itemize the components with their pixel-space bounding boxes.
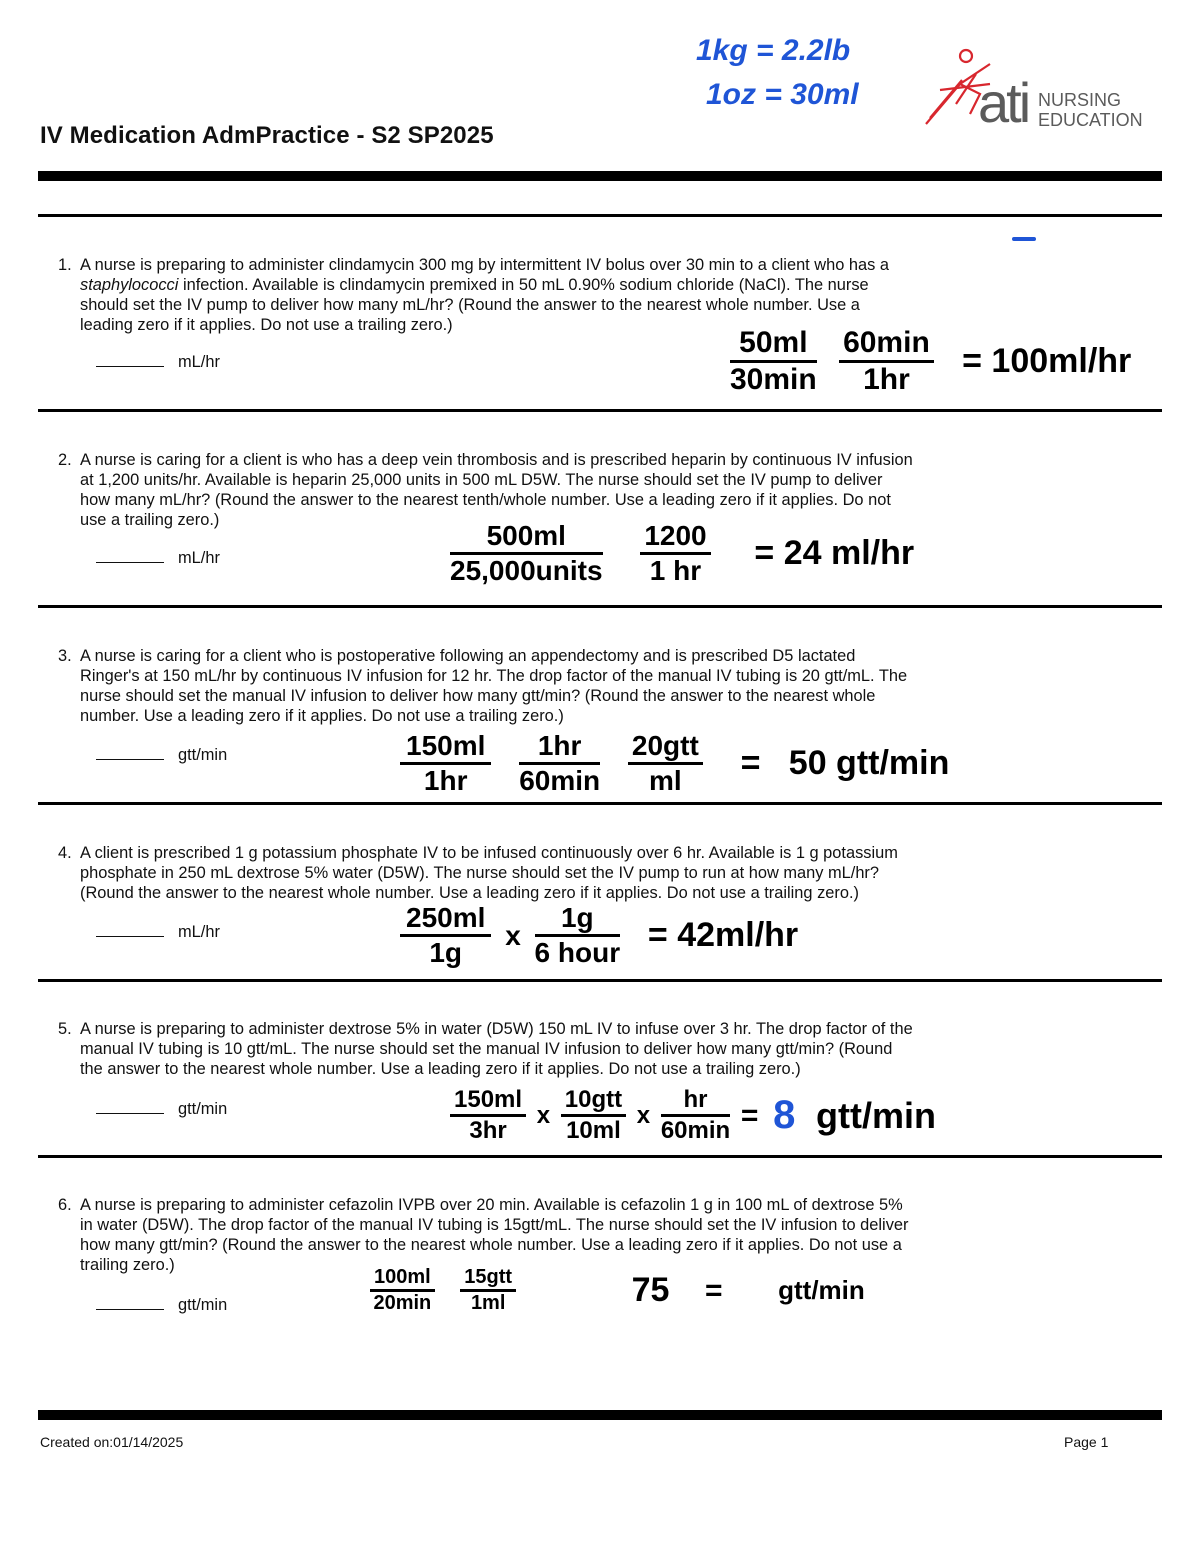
question-line: how many gtt/min? (Round the answer to the nearest whole number. Use a leading zero if it applies. Do not use a [80, 1236, 902, 1254]
question-text [80, 843, 1098, 903]
question-divider [38, 409, 1162, 412]
handwritten-work-5 [450, 1086, 936, 1145]
question-number: 1. [58, 256, 72, 274]
work-denominator: 60min [660, 1117, 731, 1144]
question-line: A nurse is caring for a client who is postoperative following an appendectomy and is prescribed D5 lactated [80, 647, 856, 665]
work-numerator: 15gtt [460, 1266, 516, 1292]
answer-field-6[interactable] [96, 1295, 227, 1315]
question-line: leading zero if it applies. Do not use a trailing zero.) [80, 316, 453, 334]
question-line: Ringer's at 150 mL/hr by continuous IV infusion for 12 hr. The drop factor of the manual IV tubing is 20 gtt/mL. The [80, 667, 908, 685]
blue-pen-mark [1012, 237, 1036, 241]
header-divider-thin [38, 214, 1162, 217]
work-denominator: 1ml [470, 1292, 506, 1314]
question-5 [58, 1019, 1098, 1079]
work-result: = 42ml/hr [647, 916, 799, 954]
work-denominator: ml [649, 765, 682, 796]
answer-unit: gtt/min [178, 746, 228, 764]
work-result: = 24 ml/hr [754, 534, 915, 572]
handwritten-note-conversion-oz: 1oz = 30ml [706, 78, 859, 111]
question-divider [38, 979, 1162, 982]
work-denominator: 1g [429, 937, 463, 968]
work-result: = 100ml/hr [962, 342, 1132, 380]
work-numerator: 10gtt [561, 1086, 626, 1117]
answer-field-2[interactable] [96, 548, 220, 568]
handwritten-work-2 [450, 520, 914, 587]
question-3 [58, 646, 1098, 726]
question-divider [38, 802, 1162, 805]
question-line: (Round the answer to the nearest whole number. Use a leading zero if it applies. Do not use a trailing zero.) [80, 884, 859, 902]
italic-term: staphylococci [80, 276, 179, 294]
footer-divider [38, 1410, 1162, 1420]
work-denominator: 1hr [423, 765, 468, 796]
work-operator: x [536, 1101, 551, 1129]
question-divider [38, 1155, 1162, 1158]
question-number: 2. [58, 451, 72, 469]
answer-blank[interactable] [96, 548, 164, 563]
question-text [80, 1019, 1098, 1079]
answer-unit: gtt/min [178, 1296, 228, 1314]
question-number: 3. [58, 647, 72, 665]
answer-blank[interactable] [96, 745, 164, 760]
work-denominator: 1 hr [649, 555, 702, 586]
work-denominator: 1hr [863, 363, 910, 396]
question-2 [58, 450, 1098, 530]
handwritten-note-conversion-kg: 1kg = 2.2lb [696, 34, 851, 67]
question-number: 6. [58, 1196, 72, 1214]
answer-blank[interactable] [96, 1295, 164, 1310]
work-answer: 8 [773, 1093, 796, 1137]
work-denominator: 30min [730, 363, 817, 396]
question-line: how many mL/hr? (Round the answer to the nearest tenth/whole number. Use a leading zero if it applies. Do not [80, 491, 891, 509]
question-number: 5. [58, 1020, 72, 1038]
question-6 [58, 1195, 1098, 1275]
question-line: should set the IV pump to deliver how many mL/hr? (Round the answer to the nearest whole number. Use a [80, 296, 860, 314]
question-line: trailing zero.) [80, 1256, 175, 1274]
handwritten-work-6 [370, 1266, 865, 1315]
question-line: use a trailing zero.) [80, 511, 220, 529]
handwritten-work-1 [730, 326, 1131, 397]
question-line: A nurse is preparing to administer cefazolin IVPB over 20 min. Available is cefazolin 1 g in 100 mL of dextrose 5% [80, 1196, 903, 1214]
work-numerator: 60min [839, 326, 934, 363]
question-line-rest: infection. Available is clindamycin premixed in 50 mL 0.90% sodium chloride (NaCl). The nurse [182, 276, 869, 294]
answer-field-3[interactable] [96, 745, 227, 765]
work-result: gtt/min [815, 1094, 936, 1136]
work-denominator: 3hr [469, 1117, 507, 1144]
work-numerator: 20gtt [628, 730, 703, 765]
logo-line1: NURSING [1038, 90, 1122, 110]
work-result: = 50 gtt/min [740, 744, 950, 782]
question-line: at 1,200 units/hr. Available is heparin 25,000 units in 500 mL D5W. The nurse should set the IV pump to deliver [80, 471, 883, 489]
question-divider [38, 605, 1162, 608]
question-line [80, 275, 1098, 295]
answer-unit: mL/hr [178, 549, 220, 567]
ati-brand: ati [978, 71, 1029, 134]
question-line: A nurse is preparing to administer dextrose 5% in water (D5W) 150 mL IV to infuse over 3 hr. The drop factor of the [80, 1020, 913, 1038]
header-divider-thick [38, 171, 1162, 181]
ati-logo [920, 44, 1143, 136]
work-numerator: 100ml [370, 1266, 435, 1292]
work-operator: x [505, 919, 521, 951]
handwritten-work-4 [400, 902, 798, 969]
answer-unit: mL/hr [178, 353, 220, 371]
work-answer: 75 [631, 1271, 670, 1309]
question-line: manual IV tubing is 10 gtt/mL. The nurse should set the manual IV infusion to deliver how many gtt/min? (Round [80, 1040, 893, 1058]
work-result: gtt/min [778, 1275, 865, 1305]
work-denominator: 10ml [566, 1117, 621, 1144]
work-numerator: 1hr [519, 730, 600, 765]
work-equals: = [740, 1098, 759, 1132]
work-numerator: 150ml [400, 730, 491, 765]
page-title: IV Medication AdmPractice - S2 SP2025 [40, 122, 494, 149]
work-numerator: 150ml [450, 1086, 526, 1117]
question-line: A nurse is caring for a client is who has a deep vein thrombosis and is prescribed heparin by continuous IV infusion [80, 451, 913, 469]
work-numerator: 1200 [640, 520, 710, 555]
answer-field-4[interactable] [96, 922, 220, 942]
work-numerator: 50ml [730, 326, 817, 363]
question-line: nurse should set the manual IV infusion to deliver how many gtt/min? (Round the answer to the nearest whole [80, 687, 876, 705]
question-text [80, 1195, 1098, 1275]
work-denominator: 25,000units [450, 555, 603, 586]
work-equals: = [705, 1273, 723, 1307]
question-line: A nurse is preparing to administer clindamycin 300 mg by intermittent IV bolus over 30 min to a client who has a [80, 256, 890, 274]
question-line: A client is prescribed 1 g potassium phosphate IV to be infused continuously over 6 hr. Available is 1 g potassium [80, 844, 898, 862]
answer-blank[interactable] [96, 1099, 164, 1114]
answer-blank[interactable] [96, 922, 164, 937]
work-numerator: 250ml [400, 902, 491, 937]
question-4 [58, 843, 1098, 903]
work-numerator: 500ml [450, 520, 603, 555]
work-operator: x [636, 1101, 651, 1129]
answer-field-1[interactable] [96, 352, 220, 372]
answer-unit: gtt/min [178, 1100, 228, 1118]
question-1 [58, 255, 1098, 335]
question-line: phosphate in 250 mL dextrose 5% water (D5W). The nurse should set the IV pump to run at how many mL/hr? [80, 864, 880, 882]
question-line: number. Use a leading zero if it applies. Do not use a trailing zero.) [80, 707, 564, 725]
created-date: Created on:01/14/2025 [40, 1434, 184, 1450]
answer-blank[interactable] [96, 352, 164, 367]
question-text [80, 646, 1098, 726]
work-numerator: hr [661, 1086, 730, 1117]
question-line: in water (D5W). The drop factor of the manual IV tubing is 15gtt/mL. The nurse should set the IV infusion to deliver [80, 1216, 909, 1234]
answer-unit: mL/hr [178, 923, 220, 941]
work-numerator: 1g [535, 902, 621, 937]
handwritten-work-3 [400, 730, 949, 797]
question-line: the answer to the nearest whole number. Use a leading zero if it applies. Do not use a trailing zero.) [80, 1060, 801, 1078]
answer-field-5[interactable] [96, 1099, 227, 1119]
page-number: Page 1 [1064, 1434, 1109, 1450]
work-denominator: 6 hour [534, 937, 621, 968]
work-denominator: 20min [373, 1292, 432, 1314]
work-denominator: 60min [519, 765, 601, 796]
question-text [80, 255, 1098, 335]
logo-line2: EDUCATION [1038, 110, 1143, 130]
question-text [80, 450, 1098, 530]
question-number: 4. [58, 844, 72, 862]
